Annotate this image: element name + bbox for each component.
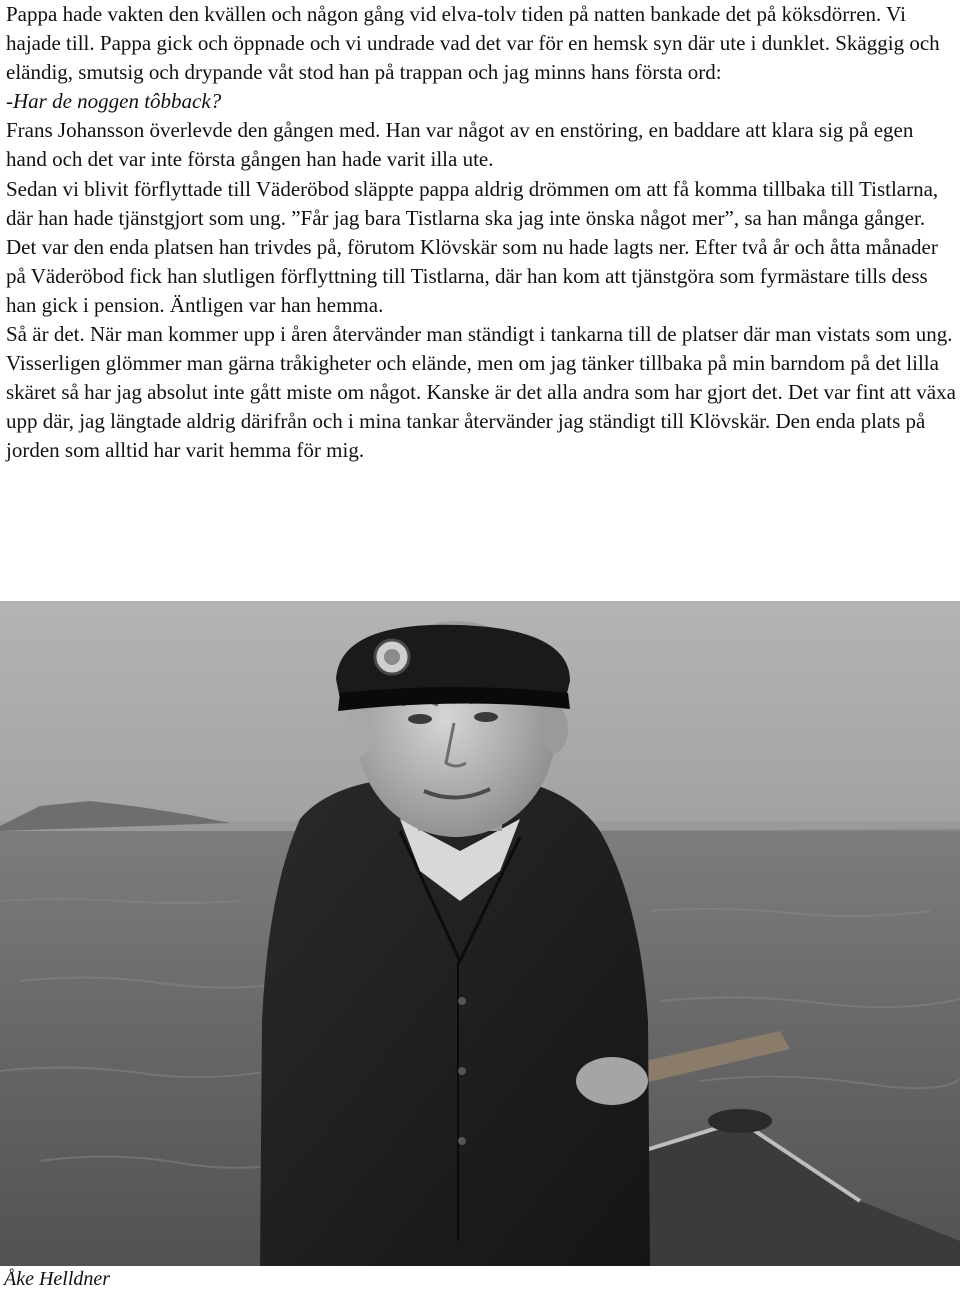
photo-credit: Åke Helldner — [4, 1268, 111, 1290]
paragraph-frans: Frans Johansson överlevde den gången med. Han var något av en enstöring, en baddare att klara sig på egen hand och det var inte första gången han hade varit illa ute. — [6, 118, 914, 172]
quote-line: -Har de noggen tôbback? — [6, 89, 222, 114]
body-text — [6, 0, 958, 466]
paragraph-memories: Så är det. När man kommer upp i åren återvänder man ständigt i tankarna till de platser där man vistats som ung. Visserligen glömmer man gärna tråkigheter och elände, men om jag tänker tillbaka på min barndom på det lilla skäret så har jag absolut inte gått miste om något. Kanske är det alla andra som har gjort det. Det var fint att växa upp där, jag längtade aldrig därifrån och i mina tankar återvänder jag ständigt till Klövskär. Den enda plats på jorden som alltid har varit hemma för mig. — [6, 322, 956, 463]
portrait-photo — [0, 601, 960, 1266]
paragraph-tistlarna: Sedan vi blivit förflyttade till Väderöbod släppte pappa aldrig drömmen om att få komma tillbaka till Tistlarna, där han hade tjänstgjort som ung. ”Får jag bara Tistlarna ska jag inte önska något mer”, sa han många gånger. Det var den enda platsen han trivdes på, förutom Klövskär som nu hade lagts ner. Efter två år och åtta månader på Väderöbod fick han slutligen förflyttning till Tistlarna, där han kom att tjänstgöra som fyrmästare tills dess han gick i pension. Äntligen var han hemma. — [6, 176, 939, 317]
paragraph-night-visit: Pappa hade vakten den kvällen och någon gång vid elva-tolv tiden på natten bankade det på köksdörren. Vi hajade till. Pappa gick och öppnade och vi undrade vad det var för en hemsk syn där ute i dunklet. Skäggig och eländig, smutsig och drypande våt stod han på trappan och jag minns hans första ord: — [6, 2, 940, 85]
